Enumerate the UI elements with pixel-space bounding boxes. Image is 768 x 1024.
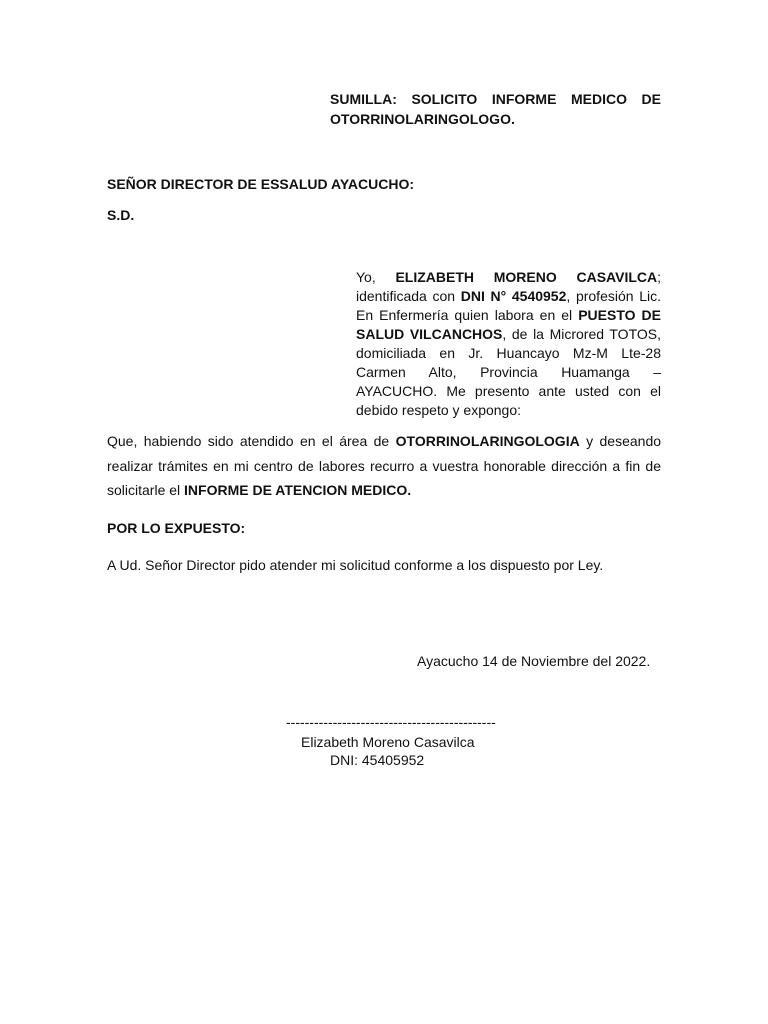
expuesto-heading: POR LO EXPUESTO: [107, 520, 246, 536]
intro-line: AYACUCHO. Me presento ante usted con el [356, 383, 661, 399]
applicant-name: ELIZABETH MORENO CASAVILCA [395, 269, 658, 285]
body-text: solicitarle el [107, 482, 181, 498]
workplace-part-2: SALUD VILCANCHOS [356, 326, 503, 342]
petition: A Ud. Señor Director pido atender mi solicitud conforme a los dispuesto por Ley. [107, 557, 604, 573]
sumilla-line-2: OTORRINOLARINGOLOGO. [330, 111, 515, 127]
requested-report: INFORME DE ATENCION MEDICO. [184, 482, 412, 498]
intro-text: En Enfermería quien labora en el [356, 307, 573, 323]
sumilla [330, 89, 661, 129]
intro-text: , de la Microred TOTOS, [502, 326, 661, 342]
intro-line: Carmen Alto, Provincia Huamanga – [356, 364, 661, 380]
intro-line [356, 306, 661, 325]
signature-line: --------------------------------------------- [286, 714, 496, 730]
body-line [107, 429, 661, 454]
intro-text: Yo, [356, 269, 376, 285]
intro-line [356, 325, 661, 344]
salutation: S.D. [107, 207, 135, 223]
signature-name: Elizabeth Moreno Casavilca [301, 734, 475, 750]
intro-text: ; [657, 269, 661, 285]
intro-text: identificada con [356, 288, 456, 304]
body-text: y deseando [586, 433, 662, 449]
intro-text: , profesión Lic. [566, 288, 661, 304]
sumilla-line-1: SUMILLA: SOLICITO INFORME MEDICO DE [330, 91, 661, 107]
applicant-dni: DNI N° 4540952 [460, 288, 567, 304]
specialty: OTORRINOLARINGOLOGIA [395, 433, 580, 449]
intro-line: domiciliada en Jr. Huancayo Mz-M Lte-28 [356, 345, 661, 361]
workplace-part-1: PUESTO DE [578, 307, 661, 323]
intro-paragraph [356, 268, 661, 420]
date-line: Ayacucho 14 de Noviembre del 2022. [417, 653, 651, 669]
signature-dni: DNI: 45405952 [330, 752, 425, 768]
body-line [107, 478, 661, 503]
body-line: realizar trámites en mi centro de labores recurro a vuestra honorable dirección a fin de [107, 457, 661, 474]
intro-line [356, 268, 661, 287]
addressee: SEÑOR DIRECTOR DE ESSALUD AYACUCHO: [107, 176, 415, 192]
body-text: Que, habiendo sido atendido en el área de [107, 433, 390, 449]
body-paragraph [107, 429, 661, 503]
intro-line [356, 287, 661, 306]
intro-line: debido respeto y expongo: [356, 402, 522, 418]
